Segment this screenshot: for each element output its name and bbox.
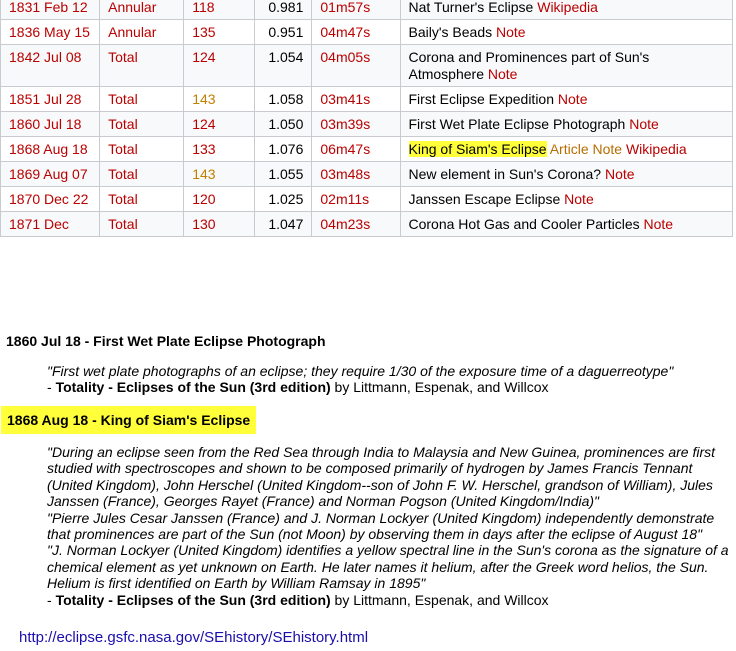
description-cell [400,87,733,112]
description-text: First Wet Plate Eclipse Photograph [408,116,626,132]
source-title: Totality - Eclipses of the Sun (3rd edition) [55,379,331,396]
saros-cell[interactable]: 124 [184,45,255,87]
eclipse-table-container [0,0,736,312]
description-cell [400,45,733,87]
description-cell [400,162,733,187]
link-note[interactable]: Note [604,166,635,182]
source-authors: by Littmann, Espenak, and Willcox [330,591,549,608]
gamma-cell: 1.055 [255,162,312,187]
duration-cell[interactable]: 06m47s [312,137,400,162]
quote-source [47,592,735,608]
table-row [1,162,733,187]
table-row [1,187,733,212]
type-cell[interactable]: Annular [100,20,184,45]
heading-1868-king-of-siam: 1868 Aug 18 - King of Siam's Eclipse [1,406,256,434]
link-note[interactable]: Note [629,116,659,132]
type-cell[interactable]: Annular [100,0,184,20]
gamma-cell: 1.054 [255,45,312,87]
type-cell[interactable]: Total [100,162,184,187]
description-text: Baily's Beads [408,24,493,40]
eclipse-table-body [1,0,733,237]
date-cell[interactable]: 1871 Dec [1,212,100,237]
quote-text: "First wet plate photographs of an eclipse; they require 1/30 of the exposure time of a daguerreotype" [47,363,674,379]
saros-cell[interactable]: 143 [184,87,255,112]
saros-cell[interactable]: 135 [184,20,255,45]
link-wikipedia[interactable]: Wikipedia [537,0,598,15]
gamma-cell: 1.076 [255,137,312,162]
source-authors: by Littmann, Espenak, and Willcox [330,379,549,396]
gamma-cell: 0.951 [255,20,312,45]
table-row [1,112,733,137]
date-cell[interactable]: 1842 Jul 08 [1,45,100,87]
saros-cell[interactable]: 118 [184,0,255,20]
type-cell[interactable]: Total [100,187,184,212]
duration-cell[interactable]: 03m39s [312,112,400,137]
table-row [1,137,733,162]
link-note[interactable]: Note [592,141,623,157]
quote-text: "Pierre Jules Cesar Janssen (France) and J. Norman Lockyer (United Kingdom) independently demonstrate that prominences are part of the Sun (not Moon) by observing them in days after the eclipse of August 18" [47,509,715,543]
date-cell[interactable]: 1851 Jul 28 [1,87,100,112]
description-cell [400,137,733,162]
duration-cell[interactable]: 03m41s [312,87,400,112]
date-cell[interactable]: 1870 Dec 22 [1,187,100,212]
type-cell[interactable]: Total [100,112,184,137]
description-cell [400,112,733,137]
description-cell [400,212,733,237]
quote-text: "J. Norman Lockyer (United Kingdom) identifies a yellow spectral line in the Sun's corona as the signature of a chemical element as yet unknown on Earth. He later names it helium, after the Greek word helios, the Sun. Helium is first identified on Earth by William Ramsay in 1895" [47,542,729,592]
link-note[interactable]: Note [564,191,594,207]
date-cell[interactable]: 1860 Jul 18 [1,112,100,137]
duration-cell[interactable]: 01m57s [312,0,400,20]
duration-cell[interactable]: 04m47s [312,20,400,45]
gamma-cell: 0.981 [255,0,312,20]
table-row [1,45,733,87]
saros-cell[interactable]: 120 [184,187,255,212]
description-text: Nat Turner's Eclipse [408,0,534,15]
date-cell[interactable]: 1869 Aug 07 [1,162,100,187]
source-url-link[interactable]: http://eclipse.gsfc.nasa.gov/SEhistory/SEhistory.html [19,629,369,646]
source-prefix: - [47,379,56,396]
saros-cell[interactable]: 130 [184,212,255,237]
date-cell[interactable]: 1868 Aug 18 [1,137,100,162]
quote-block-1868 [47,444,735,608]
source-prefix: - [47,591,56,608]
saros-cell[interactable]: 124 [184,112,255,137]
quote-block-1860 [47,363,735,396]
table-row [1,212,733,237]
description-cell [400,0,733,20]
gamma-cell: 1.050 [255,112,312,137]
saros-cell[interactable]: 133 [184,137,255,162]
table-row [1,0,733,20]
source-title: Totality - Eclipses of the Sun (3rd edition) [55,591,331,608]
duration-cell[interactable]: 04m05s [312,45,400,87]
duration-cell[interactable]: 04m23s [312,212,400,237]
type-cell[interactable]: Total [100,212,184,237]
description-cell [400,20,733,45]
type-cell[interactable]: Total [100,137,184,162]
heading-1860-wet-plate: 1860 Jul 18 - First Wet Plate Eclipse Photograph [6,333,326,349]
link-note[interactable]: Note [557,91,588,107]
duration-cell[interactable]: 02m11s [312,187,400,212]
table-row [1,87,733,112]
eclipse-history-table [0,0,733,237]
type-cell[interactable]: Total [100,87,184,112]
description-text: New element in Sun's Corona? [408,166,602,182]
description-text: Janssen Escape Eclipse [408,191,561,207]
duration-cell[interactable]: 03m48s [312,162,400,187]
gamma-cell: 1.058 [255,87,312,112]
description-text: Corona and Prominences part of Sun's Atmosphere [408,49,650,82]
link-note[interactable]: Note [487,66,518,82]
description-cell [400,187,733,212]
link-note[interactable]: Note [643,216,674,232]
description-text: First Eclipse Expedition [408,91,555,107]
description-text: King of Siam's Eclipse [408,141,547,157]
saros-cell[interactable]: 143 [184,162,255,187]
gamma-cell: 1.047 [255,212,312,237]
link-article[interactable]: Article [549,141,589,157]
quote-text: "During an eclipse seen from the Red Sea through India to Malaysia and New Guinea, prominences are first studied with spectroscopes and shown to be composed primarily of hydrogen by James Francis Tennant (United Kingdom), John Herschel (United Kingdom--son of John F. W. Herschel, grandson of William), Jules Janssen (France), Georges Rayet (France) and Norman Pogson (United Kingdom/India)" [47,444,715,510]
quote-source [47,379,735,395]
description-text: Corona Hot Gas and Cooler Particles [408,216,640,232]
date-cell[interactable]: 1836 May 15 [1,20,100,45]
type-cell[interactable]: Total [100,45,184,87]
link-wikipedia[interactable]: Wikipedia [625,141,687,157]
table-row [1,20,733,45]
gamma-cell: 1.025 [255,187,312,212]
date-cell[interactable]: 1831 Feb 12 [1,0,100,20]
link-note[interactable]: Note [496,24,526,40]
